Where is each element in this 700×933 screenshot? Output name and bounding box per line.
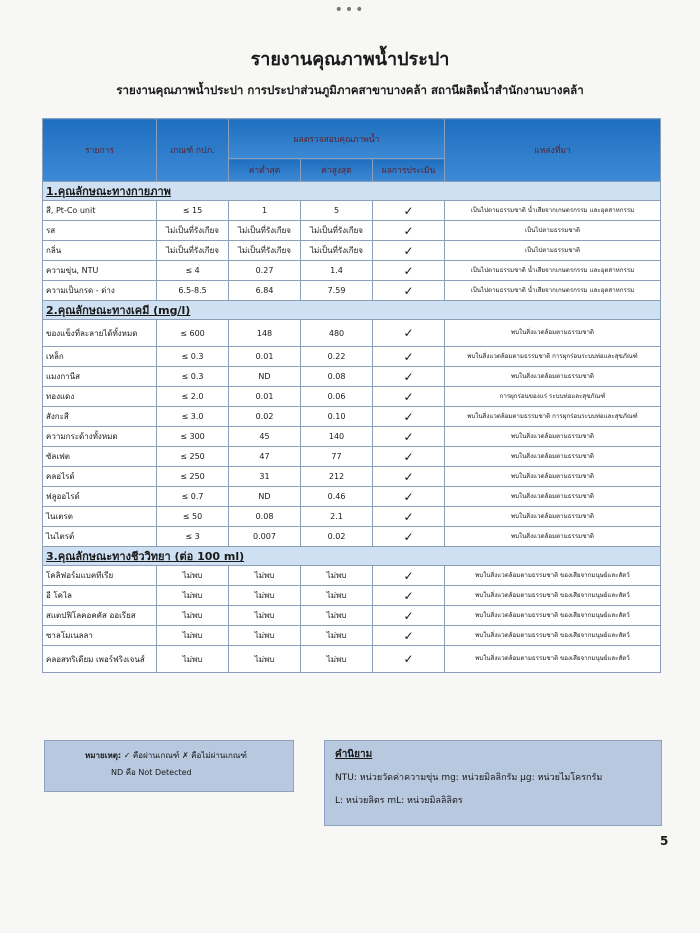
cell-criteria: ไม่เป็นที่รังเกียจ	[157, 241, 229, 261]
cell-item-name: อี โคไล	[43, 586, 157, 606]
cell-min: 1	[229, 201, 301, 221]
cell-assessment	[373, 347, 445, 367]
cell-max: ไม่เป็นที่รังเกียจ	[301, 241, 373, 261]
cell-max: 480	[301, 320, 373, 347]
table-row	[43, 367, 661, 387]
top-menu-dots: •••	[334, 2, 366, 18]
table-row	[43, 447, 661, 467]
definitions-box	[324, 740, 662, 826]
cell-source: พบในสิ่งแวดล้อมตามธรรมชาติ	[445, 487, 661, 507]
cell-item-name: ความกระด้างทั้งหมด	[43, 427, 157, 447]
section-title: 2.คุณลักษณะทางเคมี (mg/l)	[43, 301, 661, 320]
table-row	[43, 487, 661, 507]
cell-assessment	[373, 221, 445, 241]
cell-item-name: คลอไรด์	[43, 467, 157, 487]
cell-criteria: ≤ 50	[157, 507, 229, 527]
cell-max: 7.59	[301, 281, 373, 301]
legend-fail: ✗ คือไม่ผ่านเกณฑ์	[181, 751, 247, 760]
cell-criteria: ≤ 0.3	[157, 347, 229, 367]
cell-item-name: กลิ่น	[43, 241, 157, 261]
cell-criteria: ≤ 3	[157, 527, 229, 547]
cell-item-name: ไนเตรต	[43, 507, 157, 527]
cell-item-name: สแตปฟิโลคอคคัส ออเรียส	[43, 606, 157, 626]
cell-max: ไม่พบ	[301, 586, 373, 606]
cell-max: 1.4	[301, 261, 373, 281]
header-source: แหล่งที่มา	[445, 119, 661, 182]
table-row	[43, 527, 661, 547]
cell-item-name: สังกะสี	[43, 407, 157, 427]
cell-source: เป็นไปตามธรรมชาติ	[445, 241, 661, 261]
cell-assessment	[373, 626, 445, 646]
cell-max: ไม่เป็นที่รังเกียจ	[301, 221, 373, 241]
cell-criteria: ≤ 300	[157, 427, 229, 447]
cell-item-name: ความเป็นกรด - ด่าง	[43, 281, 157, 301]
check-mark-icon: ✓	[403, 326, 414, 340]
cell-item-name: ฟลูออไรด์	[43, 487, 157, 507]
cell-source: พบในสิ่งแวดล้อมตามธรรมชาติ ของเสียจากมนุษย์และสัตว์	[445, 626, 661, 646]
table-row	[43, 407, 661, 427]
cell-source: พบในสิ่งแวดล้อมตามธรรมชาติ	[445, 320, 661, 347]
table-row	[43, 626, 661, 646]
legend-pass: ✓ คือผ่านเกณฑ์	[123, 751, 180, 760]
cell-min: ND	[229, 367, 301, 387]
check-mark-icon: ✓	[403, 243, 414, 258]
check-mark-icon: ✓	[403, 449, 414, 464]
cell-source: พบในสิ่งแวดล้อมตามธรรมชาติ ของเสียจากมนุษย์และสัตว์	[445, 586, 661, 606]
cell-max: 0.10	[301, 407, 373, 427]
table-row	[43, 586, 661, 606]
cell-assessment	[373, 427, 445, 447]
cell-source: พบในสิ่งแวดล้อมตามธรรมชาติ	[445, 507, 661, 527]
check-mark-icon: ✓	[403, 349, 414, 364]
cell-min: 31	[229, 467, 301, 487]
check-mark-icon: ✓	[403, 283, 414, 298]
check-mark-icon: ✓	[403, 608, 414, 623]
check-mark-icon: ✓	[403, 652, 414, 666]
cell-criteria: ไม่พบ	[157, 626, 229, 646]
section-row	[43, 182, 661, 201]
cell-item-name: ความขุ่น, NTU	[43, 261, 157, 281]
cell-assessment	[373, 367, 445, 387]
cell-assessment	[373, 566, 445, 586]
cell-max: 2.1	[301, 507, 373, 527]
cell-source: เป็นไปตามธรรมชาติ น้ำเสียจากเกษตรกรรม และอุตสาหกรรม	[445, 281, 661, 301]
definitions-heading: คำนิยาม	[335, 749, 373, 760]
definitions-line-1: NTU: หน่วยวัดค่าความขุ่น mg: หน่วยมิลลิกรัม µg: หน่วยไมโครกรัม	[335, 773, 603, 783]
check-mark-icon: ✓	[403, 389, 414, 404]
cell-min: 0.007	[229, 527, 301, 547]
cell-min: 45	[229, 427, 301, 447]
cell-min: ไม่พบ	[229, 606, 301, 626]
cell-criteria: ไม่เป็นที่รังเกียจ	[157, 221, 229, 241]
cell-source: เป็นไปตามธรรมชาติ	[445, 221, 661, 241]
check-mark-icon: ✓	[403, 529, 414, 544]
cell-assessment	[373, 507, 445, 527]
cell-source: พบในสิ่งแวดล้อมตามธรรมชาติ ของเสียจากมนุษย์และสัตว์	[445, 566, 661, 586]
cell-max: 0.06	[301, 387, 373, 407]
check-mark-icon: ✓	[403, 263, 414, 278]
legend-nd: ND คือ Not Detected	[111, 768, 192, 777]
cell-criteria: ≤ 4	[157, 261, 229, 281]
cell-source: เป็นไปตามธรรมชาติ น้ำเสียจากเกษตรกรรม และอุตสาหกรรม	[445, 261, 661, 281]
section-row	[43, 301, 661, 320]
page-number: 5	[660, 834, 669, 848]
header-assessment: ผลการประเมิน	[373, 159, 445, 182]
check-mark-icon: ✓	[403, 223, 414, 238]
cell-assessment	[373, 646, 445, 673]
cell-assessment	[373, 606, 445, 626]
cell-source: พบในสิ่งแวดล้อมตามธรรมชาติ การผุกร่อนระบบท่อและสุขภัณฑ์	[445, 347, 661, 367]
cell-criteria: ไม่พบ	[157, 566, 229, 586]
page-subtitle: รายงานคุณภาพน้ำประปา การประปาส่วนภูมิภาคสาขาบางคล้า สถานีผลิตน้ำสำนักงานบางคล้า	[116, 83, 584, 97]
cell-assessment	[373, 487, 445, 507]
check-mark-icon: ✓	[403, 568, 414, 583]
cell-min: 6.84	[229, 281, 301, 301]
cell-assessment	[373, 281, 445, 301]
water-quality-table	[42, 118, 661, 673]
cell-assessment	[373, 586, 445, 606]
cell-assessment	[373, 407, 445, 427]
cell-item-name: คลอสทริเดียม เพอร์ฟริงเจนส์	[43, 646, 157, 673]
check-mark-icon: ✓	[403, 369, 414, 384]
cell-item-name: ไนไตรต์	[43, 527, 157, 547]
check-mark-icon: ✓	[403, 588, 414, 603]
cell-source: การผุกร่อนของแร่ ระบบท่อและสุขภัณฑ์	[445, 387, 661, 407]
cell-min: 0.08	[229, 507, 301, 527]
cell-assessment	[373, 387, 445, 407]
cell-assessment	[373, 241, 445, 261]
cell-source: เป็นไปตามธรรมชาติ น้ำเสียจากเกษตรกรรม และอุตสาหกรรม	[445, 201, 661, 221]
table-row	[43, 427, 661, 447]
section-title: 1.คุณลักษณะทางกายภาพ	[43, 182, 661, 201]
cell-min: 0.02	[229, 407, 301, 427]
page-title: รายงานคุณภาพน้ำประปา	[250, 49, 450, 70]
section-row	[43, 547, 661, 566]
cell-min: 47	[229, 447, 301, 467]
cell-source: พบในสิ่งแวดล้อมตามธรรมชาติ	[445, 447, 661, 467]
cell-max: 0.08	[301, 367, 373, 387]
cell-min: ไม่พบ	[229, 566, 301, 586]
cell-min: 0.27	[229, 261, 301, 281]
legend-box	[44, 740, 294, 792]
table-row	[43, 606, 661, 626]
table-row	[43, 566, 661, 586]
cell-min: ไม่เป็นที่รังเกียจ	[229, 221, 301, 241]
cell-source: พบในสิ่งแวดล้อมตามธรรมชาติ ของเสียจากมนุษย์และสัตว์	[445, 606, 661, 626]
table-row	[43, 320, 661, 347]
cell-item-name: โคลิฟอร์มแบคทีเรีย	[43, 566, 157, 586]
cell-criteria: ≤ 3.0	[157, 407, 229, 427]
table-row	[43, 281, 661, 301]
cell-criteria: ไม่พบ	[157, 586, 229, 606]
cell-min: ไม่พบ	[229, 646, 301, 673]
cell-item-name: ซัลเฟต	[43, 447, 157, 467]
header-criteria: เกณฑ์ กปภ.	[157, 119, 229, 182]
cell-source: พบในสิ่งแวดล้อมตามธรรมชาติ	[445, 367, 661, 387]
cell-criteria: ≤ 0.7	[157, 487, 229, 507]
cell-min: ไม่พบ	[229, 586, 301, 606]
cell-criteria: ≤ 250	[157, 447, 229, 467]
cell-assessment	[373, 320, 445, 347]
table-row	[43, 347, 661, 367]
table-row	[43, 646, 661, 673]
cell-max: ไม่พบ	[301, 606, 373, 626]
cell-criteria: ≤ 2.0	[157, 387, 229, 407]
cell-max: ไม่พบ	[301, 566, 373, 586]
cell-criteria: ≤ 250	[157, 467, 229, 487]
header-max: ค่าสูงสุด	[301, 159, 373, 182]
check-mark-icon: ✓	[403, 469, 414, 484]
cell-max: 77	[301, 447, 373, 467]
cell-assessment	[373, 447, 445, 467]
table-row	[43, 221, 661, 241]
cell-criteria: ≤ 15	[157, 201, 229, 221]
cell-max: 0.46	[301, 487, 373, 507]
cell-criteria: ไม่พบ	[157, 606, 229, 626]
cell-source: พบในสิ่งแวดล้อมตามธรรมชาติ	[445, 527, 661, 547]
cell-item-name: แมงกานีส	[43, 367, 157, 387]
cell-source: พบในสิ่งแวดล้อมตามธรรมชาติ การผุกร่อนระบบท่อและสุขภัณฑ์	[445, 407, 661, 427]
check-mark-icon: ✓	[403, 203, 414, 218]
cell-min: 0.01	[229, 347, 301, 367]
cell-max: 0.22	[301, 347, 373, 367]
cell-criteria: ไม่พบ	[157, 646, 229, 673]
cell-item-name: ซาลโมเนลลา	[43, 626, 157, 646]
cell-max: 212	[301, 467, 373, 487]
cell-item-name: ทองแดง	[43, 387, 157, 407]
cell-max: ไม่พบ	[301, 646, 373, 673]
cell-criteria: 6.5-8.5	[157, 281, 229, 301]
cell-criteria: ≤ 0.3	[157, 367, 229, 387]
cell-source: พบในสิ่งแวดล้อมตามธรรมชาติ	[445, 467, 661, 487]
check-mark-icon: ✓	[403, 429, 414, 444]
check-mark-icon: ✓	[403, 509, 414, 524]
table-row	[43, 467, 661, 487]
table-row	[43, 387, 661, 407]
cell-source: พบในสิ่งแวดล้อมตามธรรมชาติ ของเสียจากมนุษย์และสัตว์	[445, 646, 661, 673]
table-row	[43, 261, 661, 281]
cell-assessment	[373, 467, 445, 487]
cell-source: พบในสิ่งแวดล้อมตามธรรมชาติ	[445, 427, 661, 447]
cell-max: 5	[301, 201, 373, 221]
cell-min: ไม่พบ	[229, 626, 301, 646]
cell-item-name: รส	[43, 221, 157, 241]
table-row	[43, 507, 661, 527]
cell-assessment	[373, 527, 445, 547]
cell-item-name: ของแข็งที่ละลายได้ทั้งหมด	[43, 320, 157, 347]
table-row	[43, 201, 661, 221]
check-mark-icon: ✓	[403, 489, 414, 504]
check-mark-icon: ✓	[403, 409, 414, 424]
cell-assessment	[373, 201, 445, 221]
cell-min: ไม่เป็นที่รังเกียจ	[229, 241, 301, 261]
header-min: ค่าต่ำสุด	[229, 159, 301, 182]
cell-min: ND	[229, 487, 301, 507]
cell-max: ไม่พบ	[301, 626, 373, 646]
definitions-line-2: L: หน่วยลิตร mL: หน่วยมิลลิลิตร	[335, 796, 463, 806]
cell-assessment	[373, 261, 445, 281]
table-row	[43, 241, 661, 261]
legend-label: หมายเหตุ:	[85, 751, 122, 760]
cell-item-name: สี, Pt-Co unit	[43, 201, 157, 221]
cell-max: 0.02	[301, 527, 373, 547]
cell-criteria: ≤ 600	[157, 320, 229, 347]
section-title: 3.คุณลักษณะทางชีววิทยา (ต่อ 100 ml)	[43, 547, 661, 566]
cell-min: 148	[229, 320, 301, 347]
check-mark-icon: ✓	[403, 628, 414, 643]
header-item: รายการ	[43, 119, 157, 182]
cell-max: 140	[301, 427, 373, 447]
header-results-group: ผลตรวจสอบคุณภาพน้ำ	[229, 119, 445, 159]
cell-item-name: เหล็ก	[43, 347, 157, 367]
cell-min: 0.01	[229, 387, 301, 407]
